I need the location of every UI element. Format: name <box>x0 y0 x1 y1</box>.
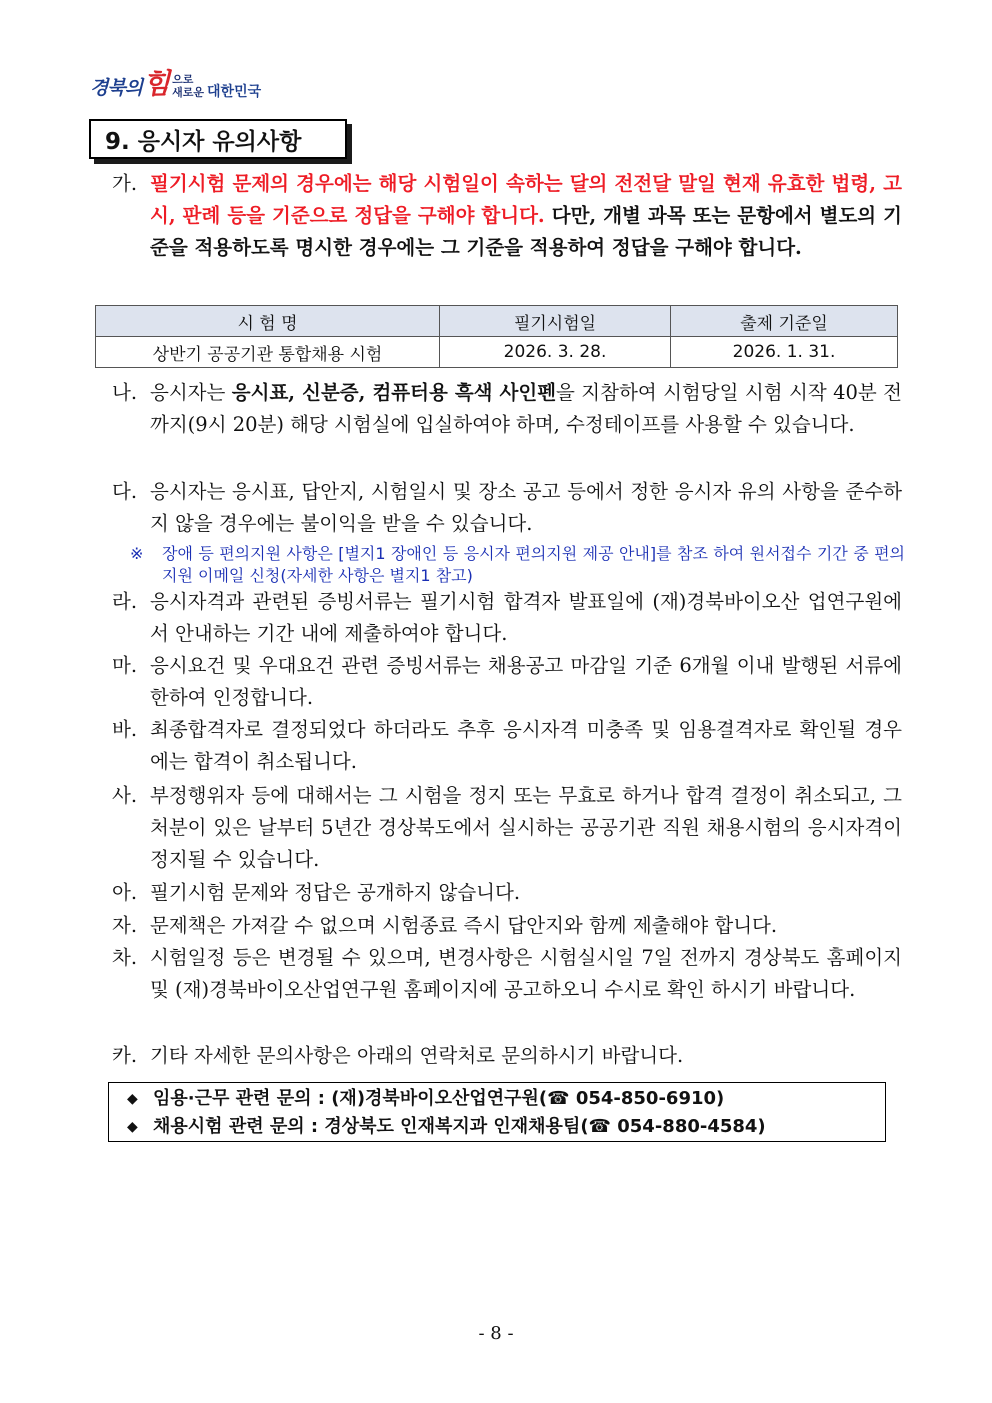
slogan-logo <box>90 66 261 106</box>
item-text: 최종합격자로 결정되었다 하더라도 추후 응시자격 미충족 및 임용결격자로 확인될 경우에는 합격이 취소됩니다. <box>150 718 902 773</box>
item-label: 다. <box>112 480 138 503</box>
item-text: 응시요건 및 우대요건 관련 증빙서류는 채용공고 마감일 기준 6개월 이내 발행된 서류에 한하여 인정합니다. <box>150 654 902 709</box>
note-text: 장애 등 편의지원 사항은 [별지1 장애인 등 응시자 편의지원 제공 안내]를 참조 하여 원서접수 기간 중 편의지원 이메일 신청(자세한 사항은 별지1 참고) <box>162 544 905 585</box>
table-header: 출제 기준일 <box>671 306 898 337</box>
item-text: 응시자격과 관련된 증빙서류는 필기시험 합격자 발표일에 (재)경북바이오산 업연구원에서 안내하는 기간 내에 제출하여야 합니다. <box>150 590 902 645</box>
contact-line <box>127 1113 885 1141</box>
accommodation-note <box>130 543 905 587</box>
item-label: 바. <box>112 718 138 741</box>
contact-text: 채용시험 관련 문의 : 경상북도 인재복지과 인재채용팀(☎ 054-880-4584) <box>153 1116 766 1137</box>
item-bold-text: 응시표, 신분증, 컴퓨터용 흑색 사인펜 <box>231 381 557 404</box>
diamond-bullet-icon: ◆ <box>127 1091 138 1107</box>
table-cell: 2026. 3. 28. <box>440 337 671 368</box>
logo-text-stack <box>172 73 261 99</box>
table-cell: 상반기 공공기관 통합채용 시험 <box>96 337 440 368</box>
logo-text-2: 힘 <box>143 67 171 100</box>
item-label: 아. <box>112 881 138 904</box>
item-ra <box>112 586 902 650</box>
section-title: 9. 응시자 유의사항 <box>89 119 347 159</box>
item-ja <box>112 910 902 942</box>
note-mark: ※ <box>130 544 144 563</box>
item-cha <box>112 942 902 1006</box>
logo-text-3: 으로 <box>172 73 194 86</box>
item-text: 부정행위자 등에 대해서는 그 시험을 정지 또는 무효로 하거나 합격 결정이 취소되고, 그 처분이 있은 날부터 5년간 경상북도에서 실시하는 공공기관 직원 채용시험의 응시자격이 정지될 수 있습니다. <box>150 784 902 871</box>
diamond-bullet-icon: ◆ <box>127 1119 138 1135</box>
table-header-row <box>96 306 898 337</box>
item-da <box>112 476 902 540</box>
item-text: 응시자는 응시표, 답안지, 시험일시 및 장소 공고 등에서 정한 응시자 유의 사항을 준수하지 않을 경우에는 불이익을 받을 수 있습니다. <box>150 480 902 535</box>
item-label: 자. <box>112 914 138 937</box>
item-sa <box>112 780 902 876</box>
item-text: 시험일정 등은 변경될 수 있으며, 변경사항은 시험실시일 7일 전까지 경상북도 홈페이지 및 (재)경북바이오산업연구원 홈페이지에 공고하오니 수시로 확인 하시기 바랍니다. <box>150 946 902 1001</box>
item-bold-text: 다만, 개별 과목 또는 문항에서 별도의 기준을 적용하도록 명시한 경우에는 그 기준을 적용하여 정답을 구해야 합니다. <box>150 204 902 259</box>
item-label: 마. <box>112 654 138 677</box>
item-a <box>112 877 902 909</box>
item-text: 문제책은 가져갈 수 없으며 시험종료 즉시 답안지와 함께 제출해야 합니다. <box>150 914 778 937</box>
page-number: - 8 - <box>478 1323 514 1344</box>
item-label: 사. <box>112 784 138 807</box>
item-label: 차. <box>112 946 138 969</box>
item-ma <box>112 650 902 714</box>
item-label: 카. <box>112 1044 138 1067</box>
item-label: 나. <box>112 381 138 404</box>
item-label: 가. <box>112 172 138 195</box>
contact-box <box>108 1082 886 1142</box>
table-row <box>96 337 898 368</box>
item-na <box>112 377 902 441</box>
logo-text-5: 대한민국 <box>207 84 262 100</box>
item-ka <box>112 1040 902 1072</box>
item-label: 라. <box>112 590 138 613</box>
logo-text-4: 새로운 <box>172 86 205 99</box>
item-text: 을 지참하여 시험당일 시험 시작 40분 전까지(9시 20분) 해당 시험실에 입실하여야 하며, 수정테이프를 사용할 수 있습니다. <box>150 381 903 436</box>
table-header: 필기시험일 <box>440 306 671 337</box>
exam-date-table <box>95 305 898 368</box>
contact-text: 임용·근무 관련 문의 : (재)경북바이오산업연구원(☎ 054-850-6910) <box>153 1088 725 1109</box>
item-text: 필기시험 문제와 정답은 공개하지 않습니다. <box>150 881 521 904</box>
table-cell: 2026. 1. 31. <box>671 337 898 368</box>
item-text: 응시자는 <box>150 381 232 404</box>
item-text: 기타 자세한 문의사항은 아래의 연락처로 문의하시기 바랍니다. <box>150 1044 684 1067</box>
logo-text-1: 경북의 <box>90 76 143 99</box>
item-red-text: 필기시험 문제의 경우에는 해당 시험일이 속하는 달의 전전달 말일 현재 유효한 법령, 고시, 판례 등을 기준으로 정답을 구해야 합니다. <box>150 172 902 227</box>
table-header: 시 험 명 <box>96 306 440 337</box>
item-ba <box>112 714 902 778</box>
contact-line <box>127 1085 885 1113</box>
item-ga <box>112 168 902 264</box>
